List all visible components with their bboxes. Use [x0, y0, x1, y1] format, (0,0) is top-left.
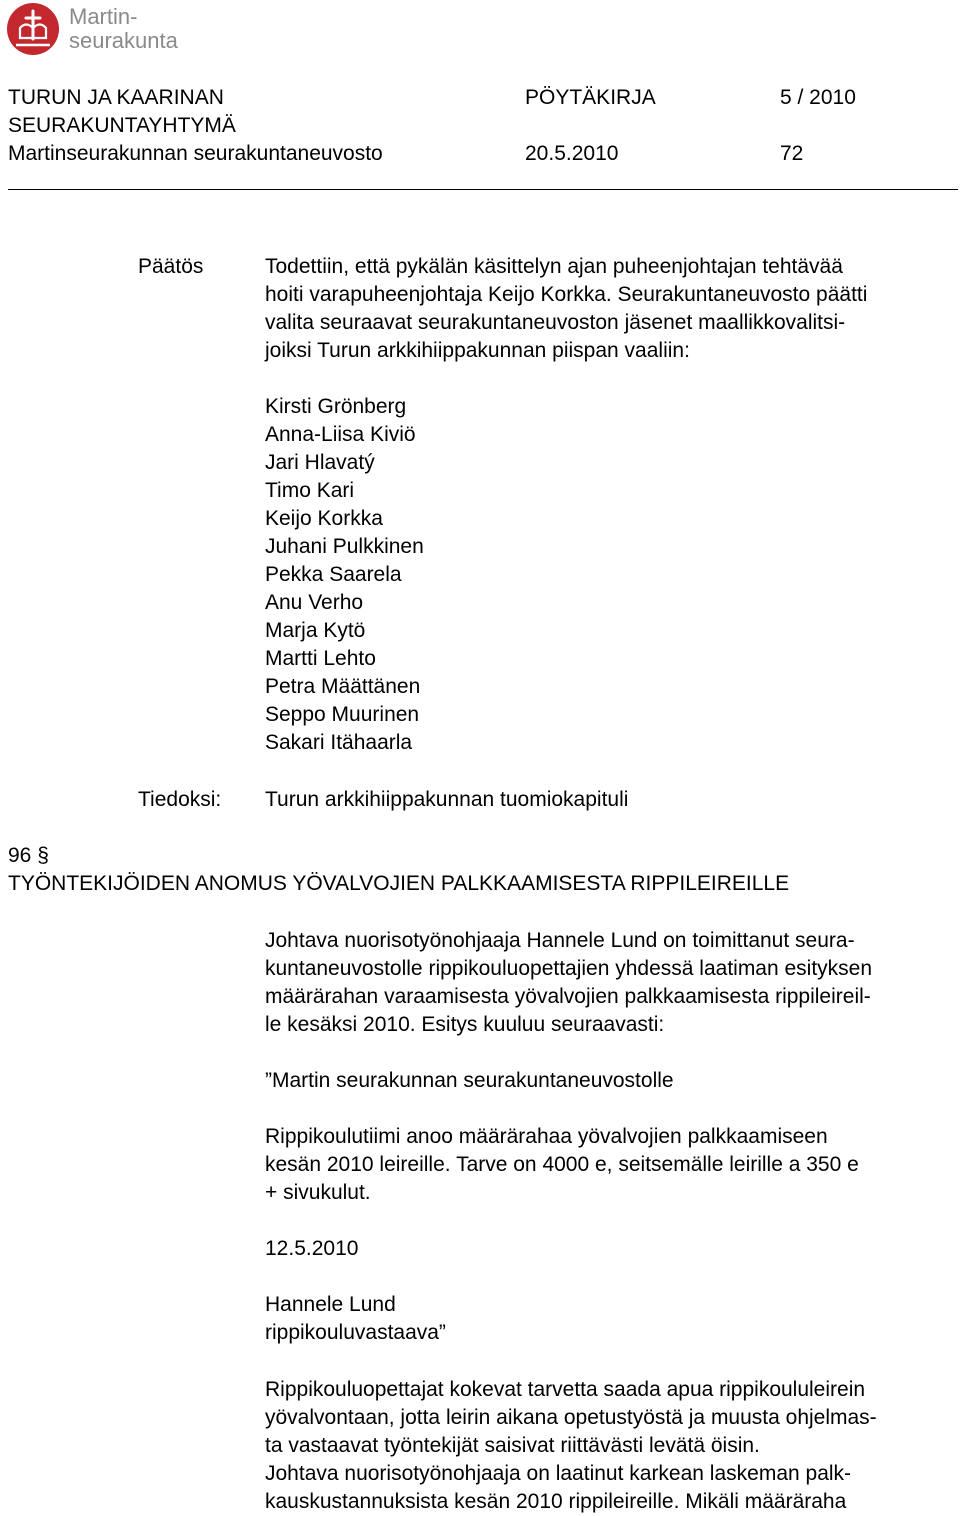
- section-body: [265, 1376, 958, 1516]
- text-line: kuntaneuvostolle rippikouluopettajien yhdessä laatiman esityksen: [265, 957, 873, 980]
- signer-name: Hannele Lund: [265, 1293, 396, 1316]
- list-item: Pekka Saarela: [265, 563, 402, 586]
- header-divider: [8, 189, 958, 190]
- text-line: ta vastaavat työntekijät saisivat riittävästi levätä öisin.: [265, 1434, 760, 1457]
- text-line: kauskustannuksista kesän 2010 rippileireille. Mikäli määräraha: [265, 1490, 847, 1513]
- text-line: Rippikoulutiimi anoo määrärahaa yövalvojien palkkaamiseen: [265, 1125, 828, 1148]
- organization-logo: [6, 2, 196, 58]
- text-line: le kesäksi 2010. Esitys kuuluu seuraavasti:: [265, 1013, 665, 1036]
- document-number: 5 / 2010: [780, 86, 856, 109]
- signer-title: rippikouluvastaava”: [265, 1321, 446, 1344]
- text-line: Rippikouluopettajat kokevat tarvetta saada apua rippikoululeirein: [265, 1378, 866, 1401]
- logo-line-1: Martin-: [69, 4, 138, 29]
- letter-addressee: ”Martin seurakunnan seurakuntaneuvostolle: [265, 1069, 674, 1092]
- list-item: Seppo Muurinen: [265, 703, 420, 726]
- text-line: + sivukulut.: [265, 1181, 371, 1204]
- section-title: TYÖNTEKIJÖIDEN ANOMUS YÖVALVOJIEN PALKKAAMISESTA RIPPILEIREILLE: [8, 872, 790, 895]
- org-name-line-2: SEURAKUNTAYHTYMÄ: [8, 114, 236, 137]
- decision-label: Päätös: [138, 255, 204, 278]
- decision-line: valita seuraavat seurakuntaneuvoston jäsenet maallikkovalitsi-: [265, 311, 846, 334]
- decision-line: Todettiin, että pykälän käsittelyn ajan puheenjohtajan tehtävää: [265, 255, 843, 278]
- letter-signature: [265, 1291, 958, 1347]
- text-line: Johtava nuorisotyönohjaaja Hannele Lund on toimittanut seura-: [265, 929, 855, 952]
- list-item: Kirsti Grönberg: [265, 395, 407, 418]
- document-type: PÖYTÄKIRJA: [525, 86, 656, 109]
- list-item: Martti Lehto: [265, 647, 376, 670]
- section-number: 96 §: [8, 844, 49, 867]
- list-item: Anna-Liisa Kiviö: [265, 423, 416, 446]
- list-item: Anu Verho: [265, 591, 364, 614]
- info-label: Tiedoksi:: [138, 788, 222, 811]
- logo-wordmark: [69, 5, 178, 53]
- text-line: kesän 2010 leireille. Tarve on 4000 e, seitsemälle leirille a 350 e: [265, 1153, 859, 1176]
- decision-line: hoiti varapuheenjohtaja Keijo Korkka. Seurakuntaneuvosto päätti: [265, 283, 868, 306]
- text-line: määrärahan varaamisesta yövalvojien palkkaamisesta rippileireil-: [265, 985, 871, 1008]
- list-item: Jari Hlavatý: [265, 451, 375, 474]
- elector-list: [265, 393, 424, 757]
- list-item: Juhani Pulkkinen: [265, 535, 424, 558]
- letter-request: [265, 1123, 958, 1207]
- church-emblem-icon: [6, 2, 60, 56]
- list-item: Marja Kytö: [265, 619, 366, 642]
- decision-line: joiksi Turun arkkihiippakunnan piispan vaaliin:: [265, 339, 690, 362]
- meeting-date: 20.5.2010: [525, 142, 619, 165]
- text-line: yövalvontaan, jotta leirin aikana opetustyöstä ja muusta ohjelmas-: [265, 1406, 877, 1429]
- list-item: Timo Kari: [265, 479, 355, 502]
- letter-date: 12.5.2010: [265, 1237, 359, 1260]
- org-name-line-1: TURUN JA KAARINAN: [8, 86, 224, 109]
- text-line: Johtava nuorisotyönohjaaja on laatinut karkean laskeman palk-: [265, 1462, 852, 1485]
- page-number: 72: [780, 142, 804, 165]
- list-item: Sakari Itähaarla: [265, 731, 413, 754]
- decision-text: [265, 253, 958, 365]
- list-item: Keijo Korkka: [265, 507, 383, 530]
- section-intro: [265, 927, 958, 1039]
- logo-line-2: seurakunta: [69, 28, 178, 53]
- info-recipient: Turun arkkihiippakunnan tuomiokapituli: [265, 788, 629, 811]
- list-item: Petra Määttänen: [265, 675, 421, 698]
- meeting-body: Martinseurakunnan seurakuntaneuvosto: [8, 142, 383, 165]
